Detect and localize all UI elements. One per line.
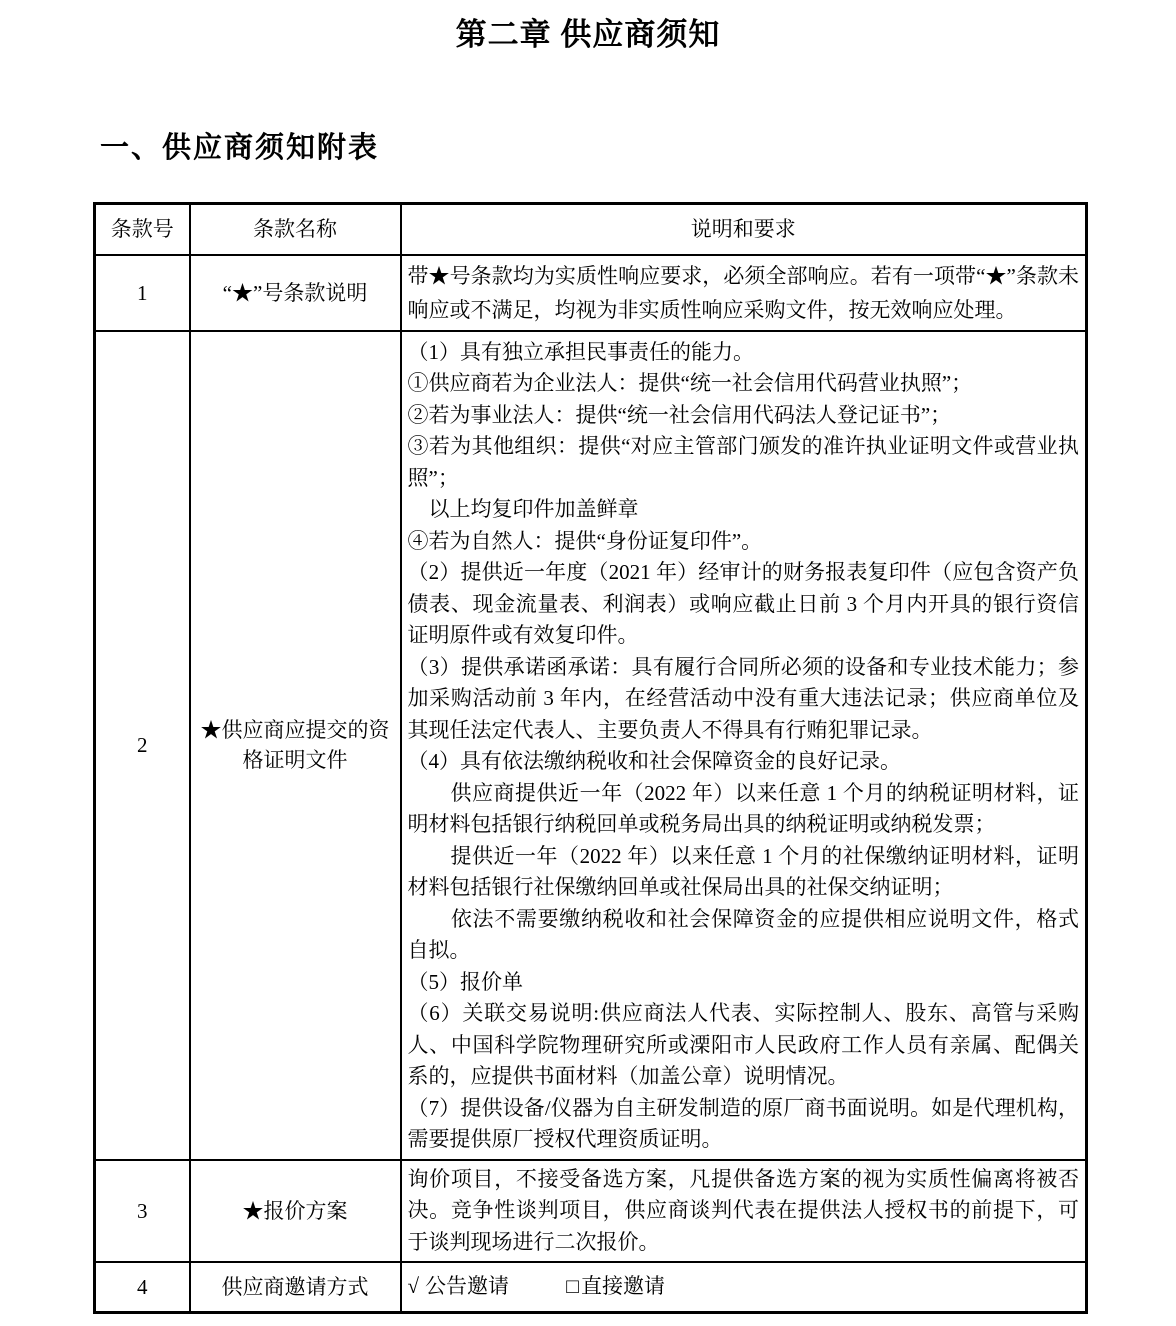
clause-paragraph: ③若为其他组织：提供“对应主管部门颁发的准许执业证明文件或营业执照”；	[407, 434, 1079, 490]
page-title: 第二章 供应商须知	[455, 17, 721, 52]
supplier-instructions-table	[93, 202, 1088, 1314]
option-public-invitation	[408, 1274, 510, 1298]
clause-paragraph: （2）提供近一年度（2021 年）经审计的财务报表复印件（应包含资产负债表、现金流量表、利润表）或响应截止日前 3 个月内开具的银行资信证明原件或有效复印件。	[407, 560, 1079, 647]
clause-paragraph: 提供近一年（2022 年）以来任意 1 个月的社保缴纳证明材料，证明材料包括银行社保缴纳回单或社保局出具的社保交纳证明；	[407, 843, 1079, 899]
clause-number-cell: 4	[95, 1262, 190, 1312]
table-header-row	[95, 204, 1087, 255]
header-description: 说明和要求	[401, 204, 1087, 255]
clause-paragraph: （6）关联交易说明:供应商法人代表、实际控制人、股东、高管与采购人、中国科学院物理研究所或溧阳市人民政府工作人员有亲属、配偶关系的，应提供书面材料（加盖公章）说明情况。	[407, 1001, 1079, 1088]
clause-paragraph: （5）报价单	[407, 969, 523, 994]
clause-paragraph: ①供应商若为企业法人：提供“统一社会信用代码营业执照”；	[407, 371, 973, 395]
clause-number-cell: 2	[95, 331, 190, 1160]
clause-paragraph: 以上均复印件加盖鲜章	[407, 497, 639, 521]
clause-paragraph: 依法不需要缴纳税收和社会保障资金的应提供相应说明文件，格式自拟。	[407, 906, 1079, 962]
clause-name-cell: ★报价方案	[190, 1160, 401, 1263]
clause-paragraph: （1）具有独立承担民事责任的能力。	[407, 339, 754, 364]
option-label: 公告邀请	[425, 1274, 510, 1298]
clause-paragraph: 询价项目，不接受备选方案，凡提供备选方案的视为实质性偏离将被否决。竞争性谈判项目，供应商谈判代表在提供法人授权书的前提下，可于谈判现场进行二次报价。	[407, 1166, 1079, 1254]
table-row	[95, 1160, 1087, 1263]
clause-content-cell	[401, 1160, 1087, 1263]
clause-paragraph: ④若为自然人：提供“身份证复印件”。	[407, 528, 763, 553]
clause-name-cell: “★”号条款说明	[190, 255, 401, 331]
clause-paragraph: （3）提供承诺函承诺：具有履行合同所必须的设备和专业技术能力；参加采购活动前 3 年内，在经营活动中没有重大违法记录；供应商单位及其现任法定代表人、主要负责人不得具有行贿犯罪记录。	[407, 654, 1079, 742]
header-clause-name: 条款名称	[190, 204, 401, 255]
clause-content-cell	[401, 255, 1087, 331]
header-clause-number: 条款号	[95, 204, 190, 255]
clause-paragraph: 带★号条款均为实质性响应要求，必须全部响应。若有一项带“★”条款未响应或不满足，均视为非实质性响应采购文件，按无效响应处理。	[407, 263, 1079, 322]
table-row	[95, 255, 1087, 331]
section-heading: 一、供应商须知附表	[100, 132, 380, 164]
clause-content-cell	[401, 1262, 1087, 1312]
clause-name-cell: ★供应商应提交的资格证明文件	[190, 331, 401, 1160]
table-row	[95, 331, 1087, 1160]
clause-number-cell: 1	[95, 255, 190, 331]
clause-name-cell: 供应商邀请方式	[190, 1262, 401, 1312]
option-direct-invitation	[566, 1274, 665, 1298]
clause-number-cell: 3	[95, 1160, 190, 1263]
table-row	[95, 1262, 1087, 1312]
checkbox-empty-icon: □	[566, 1274, 579, 1298]
document-page	[0, 14, 1176, 1314]
clause-paragraph: （4）具有依法缴纳税收和社会保障资金的良好记录。	[407, 749, 901, 773]
checkmark-icon: √	[407, 1274, 420, 1298]
option-label: 直接邀请	[580, 1274, 665, 1298]
clause-paragraph: 供应商提供近一年（2022 年）以来任意 1 个月的纳税证明材料，证明材料包括银行纳税回单或税务局出具的纳税证明或纳税发票；	[407, 780, 1079, 836]
clause-paragraph: ②若为事业法人：提供“统一社会信用代码法人登记证书”；	[407, 402, 952, 427]
clause-content-cell	[401, 331, 1087, 1160]
clause-paragraph: （7）提供设备/仪器为自主研发制造的原厂商书面说明。如是代理机构，需要提供原厂授权代理资质证明。	[407, 1095, 1079, 1151]
